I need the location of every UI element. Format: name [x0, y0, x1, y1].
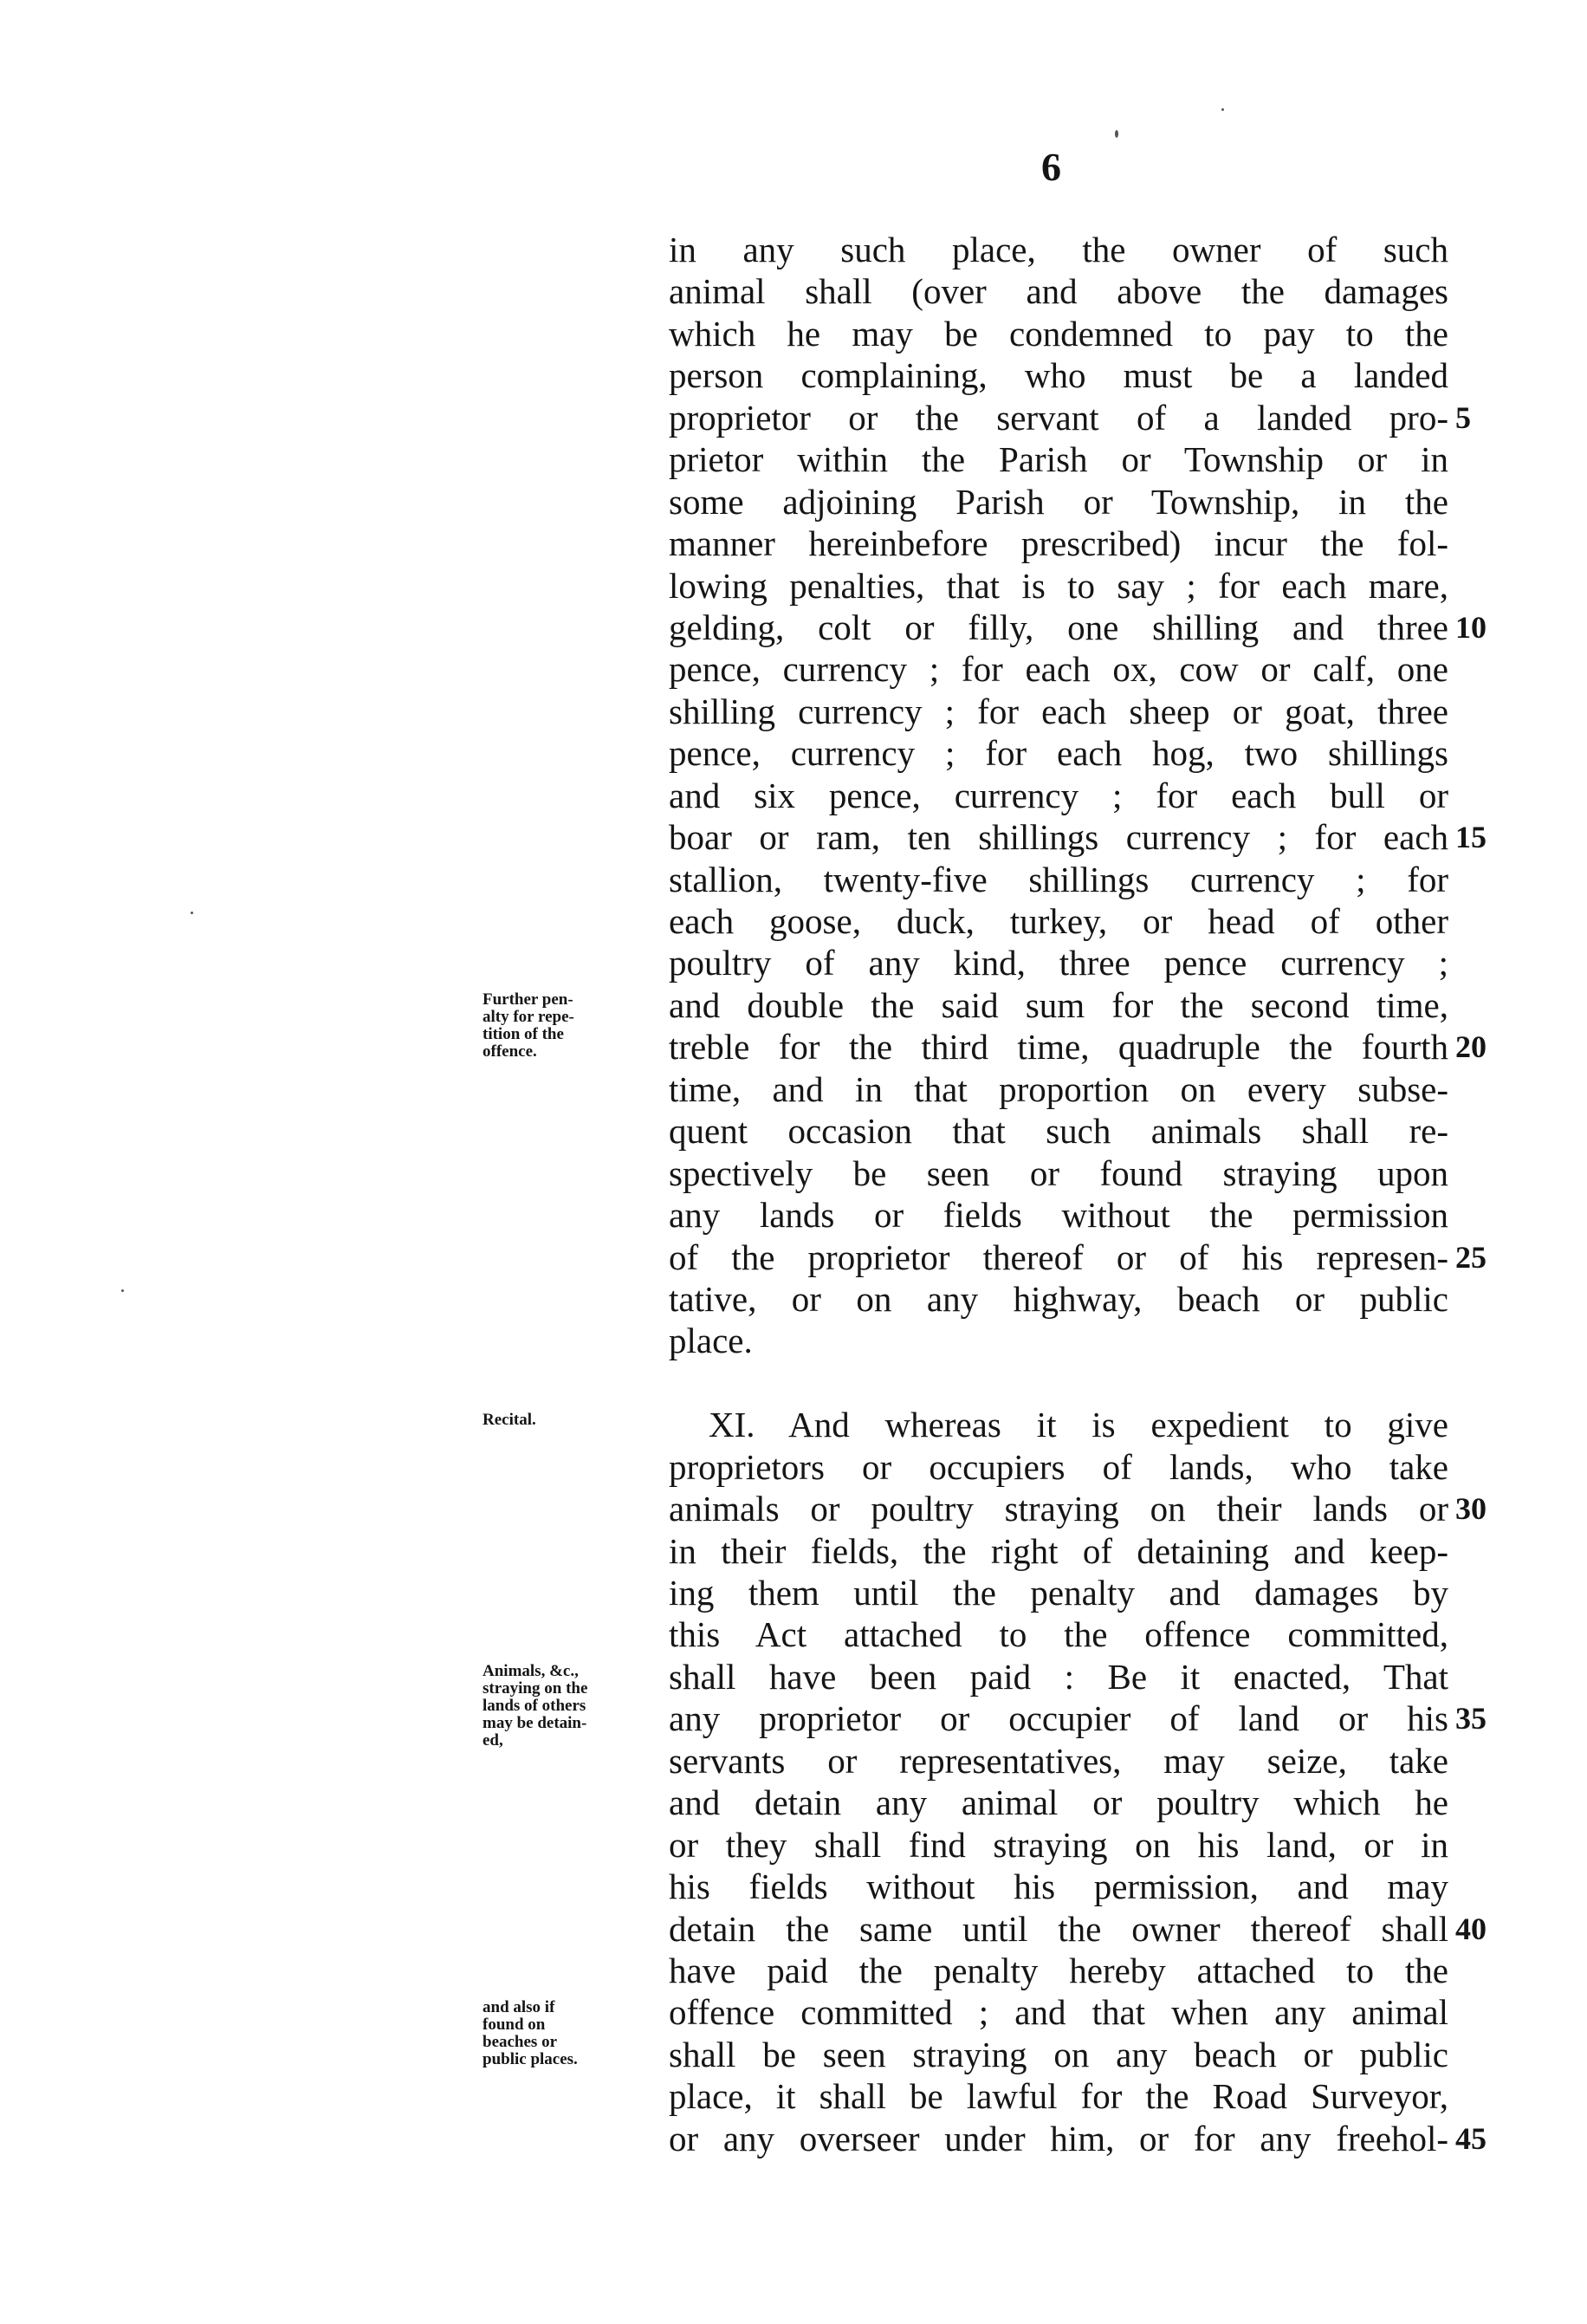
line-number: 40: [1455, 1911, 1487, 1946]
line-text: spectively be seen or found straying upon: [669, 1152, 1448, 1193]
text-line: [669, 438, 1448, 480]
line-text: gelding, colt or filly, one shilling and three: [669, 607, 1448, 647]
print-speck: [1115, 130, 1118, 138]
line-number: 30: [1455, 1491, 1487, 1527]
line-text: or they shall find straying on his land, or in: [669, 1824, 1448, 1865]
line-text: any lands or fields without the permission: [669, 1195, 1448, 1236]
text-line: [669, 1782, 1448, 1823]
text-line: [669, 1152, 1448, 1194]
line-text: place.: [669, 1321, 753, 1361]
line-text: quent occasion that such animals shall re-: [669, 1111, 1448, 1152]
line-text: shall be seen straying on any beach or public: [669, 2034, 1448, 2074]
text-line: [669, 1110, 1448, 1152]
text-line: [669, 691, 1448, 732]
margin-note: and also if found on beaches or public places.: [483, 1997, 578, 2068]
line-text: shilling currency ; for each sheep or goat, three: [669, 691, 1448, 731]
text-line: [669, 354, 1448, 396]
text-line: [669, 607, 1487, 648]
line-text: pence, currency ; for each ox, cow or calf, one: [669, 649, 1448, 690]
text-line: [669, 1446, 1448, 1488]
text-line: [669, 270, 1448, 312]
text-line: [669, 1698, 1487, 1739]
line-text: manner hereinbefore prescribed) incur the fol-: [669, 523, 1448, 564]
text-line: [669, 1824, 1448, 1866]
text-line: [669, 942, 1448, 983]
line-text: boar or ram, ten shillings currency ; for each: [669, 817, 1448, 858]
line-text: which he may be condemned to pay to the: [669, 313, 1448, 354]
line-text: stallion, twenty-five shillings currency ; for: [669, 859, 1448, 899]
line-text: shall have been paid : Be it enacted, That: [669, 1656, 1448, 1697]
text-line: [669, 313, 1448, 354]
text-line: [669, 1866, 1448, 1907]
text-line: [669, 229, 1448, 270]
text-line: [669, 565, 1448, 607]
line-text: each goose, duck, turkey, or head of other: [669, 901, 1448, 941]
line-text: tative, or on any highway, beach or public: [669, 1278, 1448, 1319]
line-text: servants or representatives, may seize, take: [669, 1740, 1448, 1781]
line-number: 35: [1455, 1701, 1487, 1737]
text-line: [669, 1991, 1448, 2033]
page-number: 6: [1041, 145, 1061, 189]
margin-note: Recital.: [483, 1410, 536, 1429]
line-number: 15: [1455, 820, 1487, 855]
line-number: 45: [1455, 2120, 1487, 2156]
margin-note: Further pen- alty for repe- tition of the offence.: [483, 990, 574, 1061]
paragraph-gap: [669, 1362, 1448, 1404]
line-text: some adjoining Parish or Township, in the: [669, 481, 1448, 522]
text-line: [669, 859, 1448, 900]
line-number: 5: [1455, 399, 1471, 435]
line-text: of the proprietor thereof or of his represen-: [669, 1237, 1448, 1277]
line-text: and double the said sum for the second time,: [669, 984, 1448, 1025]
text-line: [669, 2118, 1487, 2159]
line-number: 10: [1455, 609, 1487, 645]
line-text: in their fields, the right of detaining and keep-: [669, 1530, 1448, 1571]
text-line: [669, 1488, 1487, 1529]
text-line: [669, 1950, 1448, 1991]
line-number: 20: [1455, 1029, 1487, 1065]
text-line: [669, 1194, 1448, 1236]
line-text: animals or poultry straying on their lands or: [669, 1489, 1448, 1529]
line-text: proprietors or occupiers of lands, who take: [669, 1446, 1448, 1487]
print-speck: [191, 912, 193, 914]
text-line: [669, 2075, 1448, 2117]
line-text: in any such place, the owner of such: [669, 230, 1448, 269]
line-number: 25: [1455, 1239, 1487, 1275]
line-text: poultry of any kind, three pence currency ;: [669, 943, 1448, 983]
print-speck: [1221, 108, 1224, 111]
text-line: [669, 2034, 1448, 2075]
text-line: [669, 775, 1448, 816]
line-text: detain the same until the owner thereof shall: [669, 1908, 1448, 1949]
text-line: [669, 648, 1448, 690]
text-line: [669, 523, 1448, 564]
text-line: [669, 1404, 1448, 1445]
line-text: have paid the penalty hereby attached to the: [669, 1950, 1448, 1990]
line-text: pence, currency ; for each hog, two shillings: [669, 733, 1448, 774]
margin-note: Animals, &c., straying on the lands of others may be detain- ed,: [483, 1662, 588, 1750]
line-text: XI. And whereas it is expedient to give: [709, 1405, 1448, 1445]
text-line: [669, 1656, 1448, 1698]
text-line: [669, 397, 1471, 438]
text-line: [669, 1572, 1448, 1613]
text-line: [669, 1320, 1448, 1361]
text-line: [669, 984, 1448, 1026]
line-text: prietor within the Parish or Township or in: [669, 439, 1448, 480]
line-text: treble for the third time, quadruple the fourth: [669, 1027, 1448, 1068]
line-text: or any overseer under him, or for any freehol-: [669, 2118, 1448, 2158]
text-line: [669, 1908, 1487, 1950]
text-line: [669, 1068, 1448, 1110]
text-line: [669, 732, 1448, 774]
line-text: time, and in that proportion on every subse-: [669, 1068, 1448, 1109]
print-speck: [121, 1289, 124, 1292]
text-line: [669, 900, 1448, 942]
line-text: his fields without his permission, and may: [669, 1866, 1448, 1907]
line-text: any proprietor or occupier of land or his: [669, 1698, 1448, 1739]
text-line: [669, 1237, 1487, 1278]
line-text: and detain any animal or poultry which he: [669, 1782, 1448, 1823]
text-line: [669, 481, 1448, 523]
line-text: ing them until the penalty and damages by: [669, 1573, 1448, 1613]
line-text: this Act attached to the offence committed,: [669, 1614, 1448, 1655]
text-line: [669, 816, 1487, 858]
text-line: [669, 1613, 1448, 1655]
body-text: [669, 229, 1487, 2159]
line-text: proprietor or the servant of a landed pro-: [669, 397, 1448, 438]
line-text: offence committed ; and that when any animal: [669, 1992, 1448, 2033]
line-text: lowing penalties, that is to say ; for each mare,: [669, 565, 1448, 606]
text-line: [669, 1278, 1448, 1320]
line-text: animal shall (over and above the damages: [669, 271, 1448, 312]
line-text: place, it shall be lawful for the Road Surveyor,: [669, 2076, 1448, 2117]
line-text: person complaining, who must be a landed: [669, 355, 1448, 396]
line-text: and six pence, currency ; for each bull or: [669, 775, 1448, 815]
text-line: [669, 1740, 1448, 1782]
text-line: [669, 1026, 1487, 1068]
text-line: [669, 1530, 1448, 1572]
